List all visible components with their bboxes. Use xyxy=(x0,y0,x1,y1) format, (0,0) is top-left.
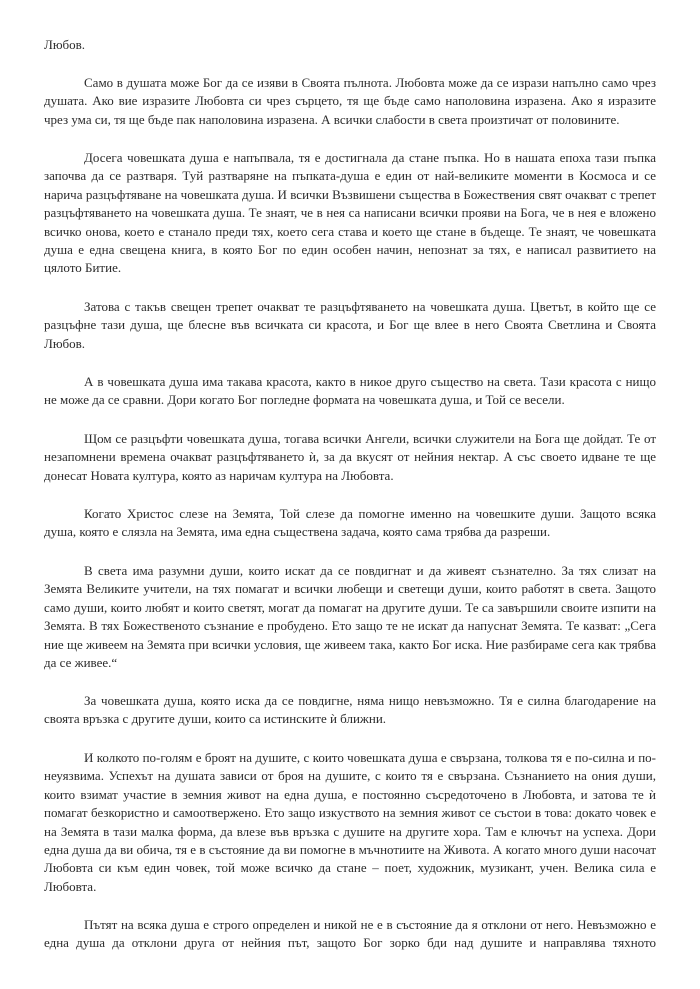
paragraph-bonds-between-souls: И колкото по-голям е броят на душите, с които човешката душа е свързана, толкова тя е по-силна и по-неуязвима. Успехът на душата зависи от броя на душите, с които тя е свързана. Съзнанието на ония души, които взимат участие в земния живот на една душа, е постоянно съсредоточено в Любовта, и затова те ѝ помагат безкористно и самоотвержено. Ето защо изкуството на земния живот се състои в това: докато човек е на Земята в тази малка форма, да влезе във връзка с душите на другите хора. Там е ключът на успеха. Дори една душа да ви обича, тя е в състояние да ви помогне в мъчнотиите на Живота. А когато много души насочат Любовта си към един човек, той може всичко да стане – поет, художник, музикант, учен. Велика сила е Любовта. xyxy=(44,750,656,894)
paragraph-nothing-impossible: За човешката душа, която иска да се повдигне, няма нищо невъзможно. Тя е силна благодарение на своята връзка с другите души, които са истинските ѝ ближни. xyxy=(44,693,656,727)
paragraph-reasonable-souls: В света има разумни души, които искат да се повдигнат и да живеят съзнателно. За тях слизат на Земята Великите учители, на тях помагат и всички любещи и светещи души, които работят в света. Защото само души, които любят и които светят, могат да помагат на другите души. Те са завършили своите изпити на Земята. В тях Божественото съзнание е пробудено. Ето защо те не искат да напуснат Земята. Те казват: „Сега ние ще живеем на Земята при всички условия, ще живеем така, както Бог иска. Ние разбираме сега как трябва да се живее.“ xyxy=(44,563,656,671)
paragraph-angels-coming: Щом се разцъфти човешката душа, тогава всички Ангели, всички служители на Бога ще дойдат. Те от незапомнени времена очакват разцъфтяването ѝ, за да вкусят от нейния нектар. А със своето идване те ще донесат Новата култура, която аз наричам култура на Любовта. xyxy=(44,431,656,483)
paragraph-soul-fullness: Само в душата може Бог да се изяви в Своята пълнота. Любовта може да се изрази напълно само чрез душата. Ако вие изразите Любовта си чрез сърцето, тя ще бъде само наполовина изразена. Ако я изразите чрез ума си, тя ще бъде пак наполовина изразена. А всички слабости в света произтичат от половините. xyxy=(44,75,656,127)
paragraph-sacred-awe: Затова с такъв свещен трепет очакват те разцъфтяването на човешката душа. Цветът, в който ще се разцъфне тази душа, ще блесне във всичката си красота, и Бог ще влее в него Своята Светлина и Своята Любов. xyxy=(44,299,656,351)
paragraph-christ-descent: Когато Христос слезе на Земята, Той слезе да помогне именно на човешките души. Защото всяка душа, която е слязла на Земята, има една съществена задача, която сама трябва да разреши. xyxy=(44,506,656,540)
paragraph-fragment-top: Любов. xyxy=(44,37,86,52)
paragraph-soul-beauty: А в човешката душа има такава красота, както в никое друго същество на света. Тази красота с нищо не може да се сравни. Дори когато Бог погледне формата на човешката душа, и Той се весели. xyxy=(44,374,656,408)
paragraph-soul-blossoming: Досега човешката душа е напъпвала, тя е достигнала да стане пъпка. Но в нашата епоха тази пъпка започва да се разтваря. Туй разтваряне на пъпката-душа е един от най-великите моменти в Космоса и се нарича разцъфтяване на човешката душа. И всички Възвишени същества в Божествения свят очакват с трепет разцъфтяването на човешката душа. Те знаят, че в нея са написани всички прояви на Бога, че в нея е вложено всичко онова, което е станало преди тях, което сега става и което ще стане в бъдеще. Те знаят, че човешката душа е една свещена книга, в която Бог по един особен начин, непознат за тях, е написал развитието на цялото Битие. xyxy=(44,150,656,276)
paragraph-soul-path: Пътят на всяка душа е строго определен и никой не е в състояние да я отклони от него. Невъзможно е една душа да отклони друга от нейния път, защото Бог зорко бди над душите и направлява тяхното xyxy=(44,917,656,951)
